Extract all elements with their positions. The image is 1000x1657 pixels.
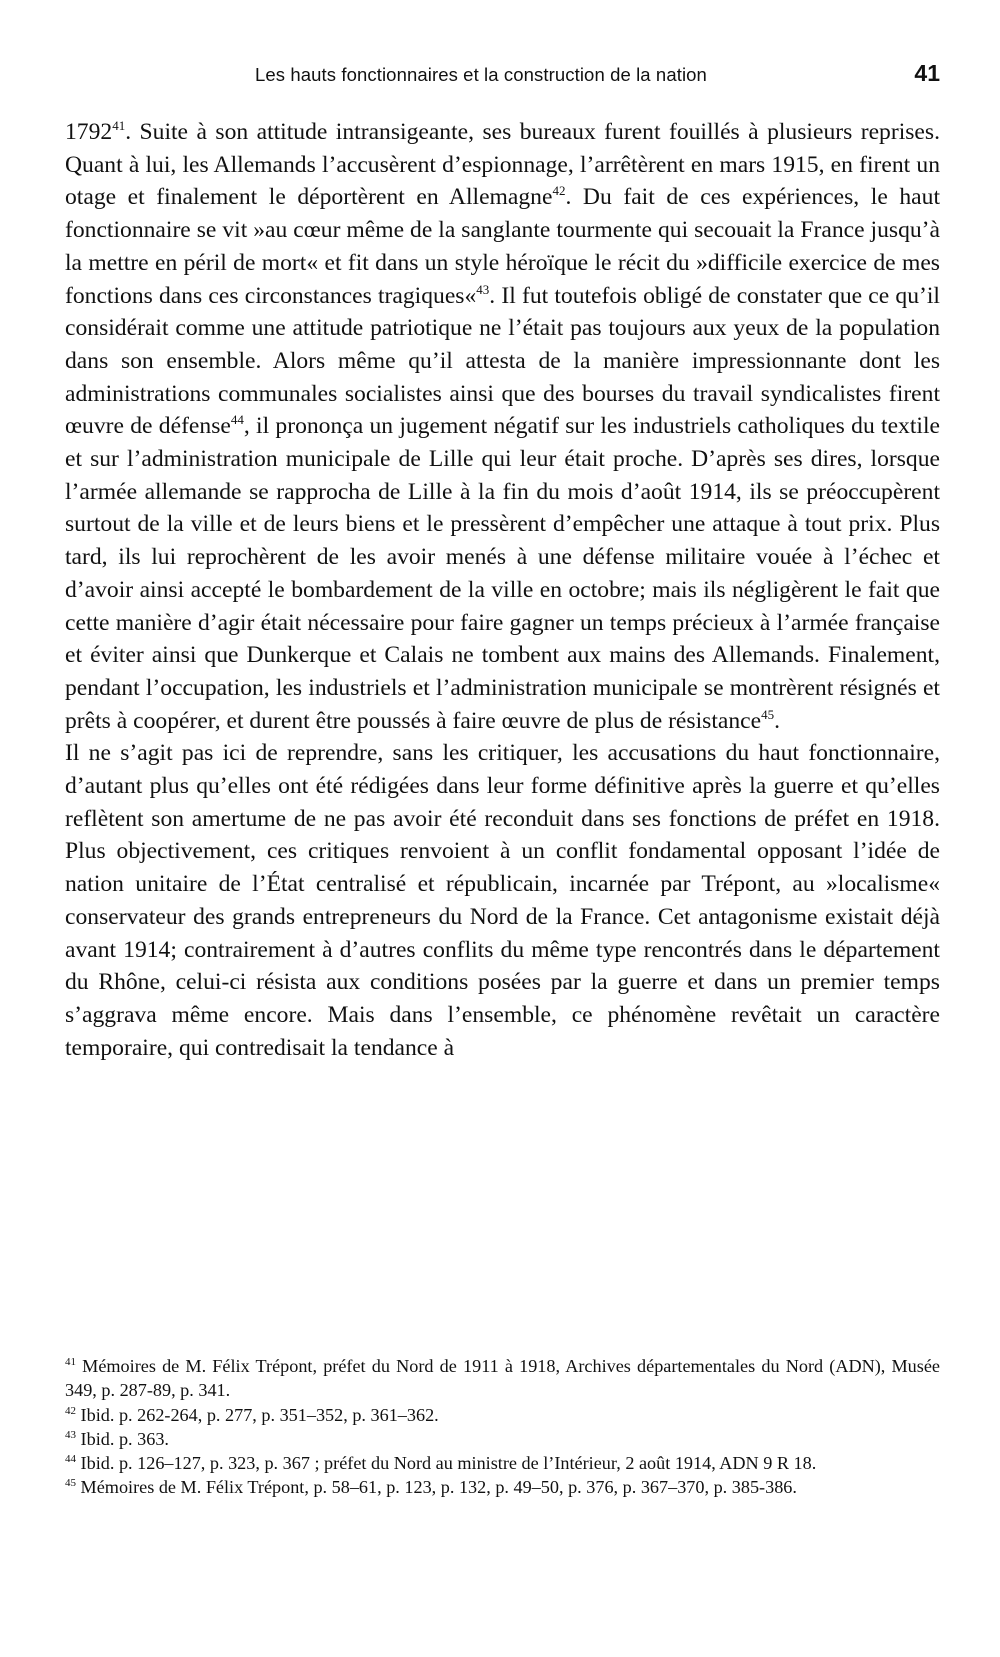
running-header xyxy=(65,60,940,96)
footnote-42 xyxy=(65,1403,940,1427)
body-text xyxy=(65,116,940,1064)
footnote-45 xyxy=(65,1475,940,1499)
text-run: , il prononça un jugement négatif sur les industriels catholiques du textile et sur l’administration municipale de Lille qui leur était proche. D’après ses dires, lorsque l’armée allemande se rapprocha de Lille à la fin du mois d’août 1914, ils se préoccupèrent surtout de la ville et de leurs biens et le pressèrent d’empêcher une attaque à tout prix. Plus tard, ils lui reprochèrent de les avoir menés à une défense militaire vouée à l’échec et d’avoir ainsi accepté le bombardement de la ville en octobre; mais ils négligèrent le fait que cette manière d’agir était nécessaire pour faire gagner un temps précieux à l’armée française et éviter ainsi que Dunkerque et Calais ne tombent aux mains des Allemands. Finalement, pendant l’occupation, les industriels et l’administration municipale se montrèrent résignés et prêts à coopérer, et durent être poussés à faire œuvre de plus de résistance xyxy=(65,413,940,734)
text-run: . Il fut toutefois obligé de constater que ce qu’il considérait comme une attitude patriotique ne l’était pas toujours aux yeux de la population dans son ensemble. Alors même qu’il attesta de la manière impressionnante dont les administrations communales socialistes ainsi que des bourses du travail syndicalistes firent œuvre de défense xyxy=(65,282,940,440)
footnote-text: Ibid. p. 126–127, p. 323, p. 367 ; préfet du Nord au ministre de l’Intérieur, 2 août 1914, ADN 9 R 18. xyxy=(76,1453,817,1474)
footnote-number: 44 xyxy=(65,1453,76,1466)
text-run: . xyxy=(774,707,780,734)
footnote-number: 45 xyxy=(65,1477,76,1490)
footnote-text: Ibid. p. 262-264, p. 277, p. 351–352, p. 361–362. xyxy=(76,1404,439,1425)
running-title: Les hauts fonctionnaires et la construction de la nation xyxy=(255,64,707,85)
footnote-text: Mémoires de M. Félix Trépont, p. 58–61, p. 123, p. 132, p. 49–50, p. 376, p. 367–370, p. 385-386. xyxy=(76,1477,797,1498)
paragraph-2: Il ne s’agit pas ici de reprendre, sans les critiquer, les accusations du haut fonctionnaire, d’autant plus qu’elles ont été rédigées dans leur forme définitive après la guerre et qu’elles reflètent son amertume de ne pas avoir été reconduit dans ses fonctions de préfet en 1918. Plus objectivement, ces critiques renvoient à un conflit fondamental opposant l’idée de nation unitaire de l’État centralisé et républicain, incarnée par Trépont, au »localisme« conservateur des grands entrepreneurs du Nord de la France. Cet antagonisme existait déjà avant 1914; contrairement à d’autres conflits du même type rencontrés dans le département du Rhône, celui-ci résista aux conditions posées par la guerre et dans un premier temps s’aggrava même encore. Mais dans l’ensemble, ce phénomène revêtait un caractère temporaire, qui contredisait la tendance à xyxy=(65,740,940,1061)
footnote-41 xyxy=(65,1354,940,1403)
footnote-ref-43: 43 xyxy=(476,281,490,297)
footnote-44 xyxy=(65,1451,940,1475)
text-run: . Du fait de ces expériences, le haut fonctionnaire se vit »au cœur même de la sanglante tourmente qui secouait la France jusqu’à la mettre en péril de mort« et fit dans un style héroïque le récit du »difficile exercice de mes fonctions dans ces circonstances tragiques« xyxy=(65,184,941,309)
footnote-43 xyxy=(65,1427,940,1451)
footnotes xyxy=(65,1354,940,1500)
footnote-number: 43 xyxy=(65,1428,76,1441)
paragraph-1 xyxy=(65,116,940,737)
footnote-text: Ibid. p. 363. xyxy=(76,1428,169,1449)
footnote-ref-42: 42 xyxy=(552,183,566,199)
footnote-ref-44: 44 xyxy=(230,412,244,428)
footnote-text: Mémoires de M. Félix Trépont, préfet du Nord de 1911 à 1918, Archives départementales du Nord (ADN), Musée 349, p. 287-89, p. 341. xyxy=(65,1356,940,1401)
footnote-ref-45: 45 xyxy=(761,706,775,722)
text-run: 1792 xyxy=(65,119,113,145)
text-run: . Suite à son attitude intransigeante, ses bureaux furent fouillés à plusieurs reprises. Quant à lui, les Allemands l’accusèrent d’espionnage, l’arrêtèrent en mars 1915, en firent un otage et finalement le déportèrent en Allemagne xyxy=(65,119,940,211)
footnote-number: 41 xyxy=(65,1356,76,1368)
document-page xyxy=(65,0,940,1657)
page-number: 41 xyxy=(914,60,940,86)
footnote-ref-41: 41 xyxy=(112,118,126,133)
footnote-number: 42 xyxy=(65,1404,76,1417)
